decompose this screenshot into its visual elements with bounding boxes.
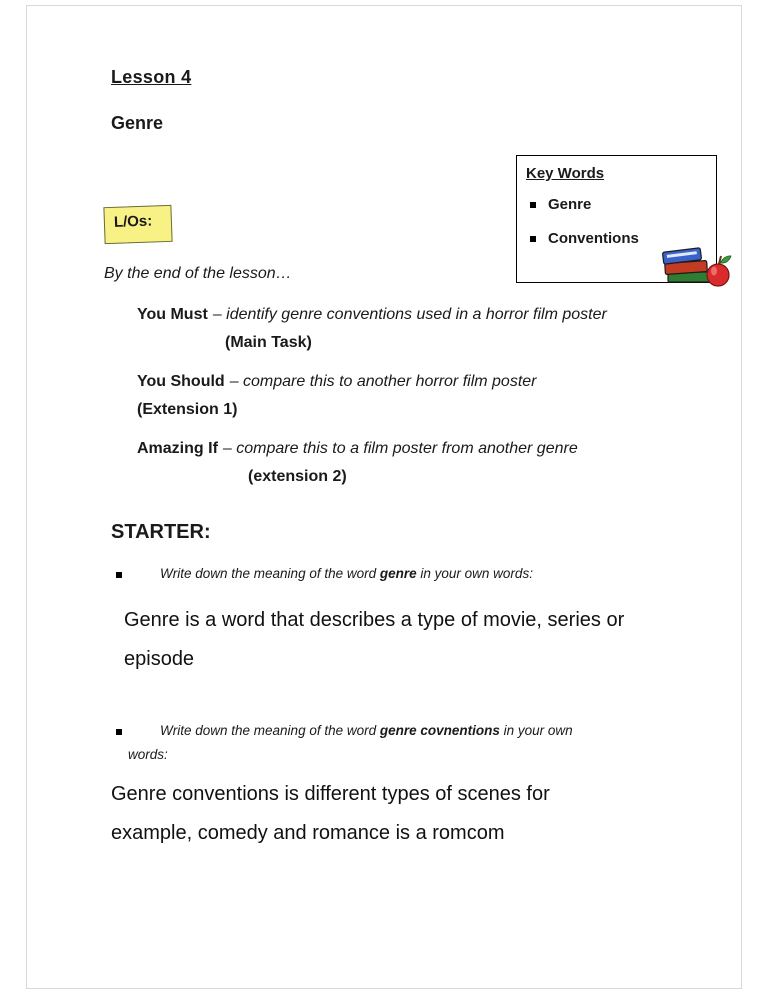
lesson-title: Lesson 4 [111, 67, 192, 87]
objective-text: – compare this to a film poster from another genre [222, 440, 578, 457]
question-text: Write down the meaning of the word [160, 566, 380, 581]
key-words-box [516, 155, 717, 283]
objective-text: – compare this to another horror film poster [229, 373, 537, 390]
objective-line [137, 435, 707, 463]
key-word-label: Genre [548, 196, 592, 213]
key-word-item [530, 196, 716, 213]
question-term: genre covnentions [379, 723, 500, 738]
key-word-label: Conventions [548, 230, 639, 247]
books-apple-clipart [660, 242, 734, 294]
objective-label: You Must [137, 306, 208, 323]
student-answer-1: Genre is a word that describes a type of movie, series or episode [124, 609, 625, 670]
question-term: genre [379, 566, 417, 581]
question-text: Write down the meaning of the word [160, 723, 380, 738]
square-bullet-icon [116, 729, 122, 735]
starter-question-2 [128, 719, 590, 767]
lesson-intro-text: By the end of the lesson… [104, 265, 292, 282]
square-bullet-icon [530, 236, 536, 242]
objective-you-should [137, 368, 707, 424]
lesson-subtitle: Genre [111, 113, 164, 133]
objective-amazing-if [137, 435, 707, 491]
square-bullet-icon [116, 572, 122, 578]
objective-line [137, 301, 707, 329]
objective-line [137, 368, 707, 396]
starter-question-1 [160, 562, 680, 586]
objective-text: – identify genre conventions used in a horror film poster [212, 306, 607, 323]
objective-label: You Should [137, 373, 225, 390]
objective-task: (extension 2) [248, 468, 347, 485]
question-text: in your own words: [416, 566, 533, 581]
starter-heading: STARTER: [111, 521, 211, 543]
key-words-list [517, 196, 716, 247]
objectives-list [137, 301, 707, 502]
los-label: L/Os: [113, 212, 153, 231]
learning-objectives-sticky [103, 205, 172, 244]
square-bullet-icon [530, 202, 536, 208]
key-words-title: Key Words [526, 165, 605, 182]
objective-task: (Main Task) [225, 334, 312, 351]
question-text: in your own words: [128, 723, 573, 762]
objective-you-must [137, 301, 707, 357]
objective-task: (Extension 1) [137, 401, 238, 418]
student-answer-2: Genre conventions is different types of scenes for example, comedy and romance is a romcom [111, 783, 550, 844]
objective-label: Amazing If [137, 440, 218, 457]
